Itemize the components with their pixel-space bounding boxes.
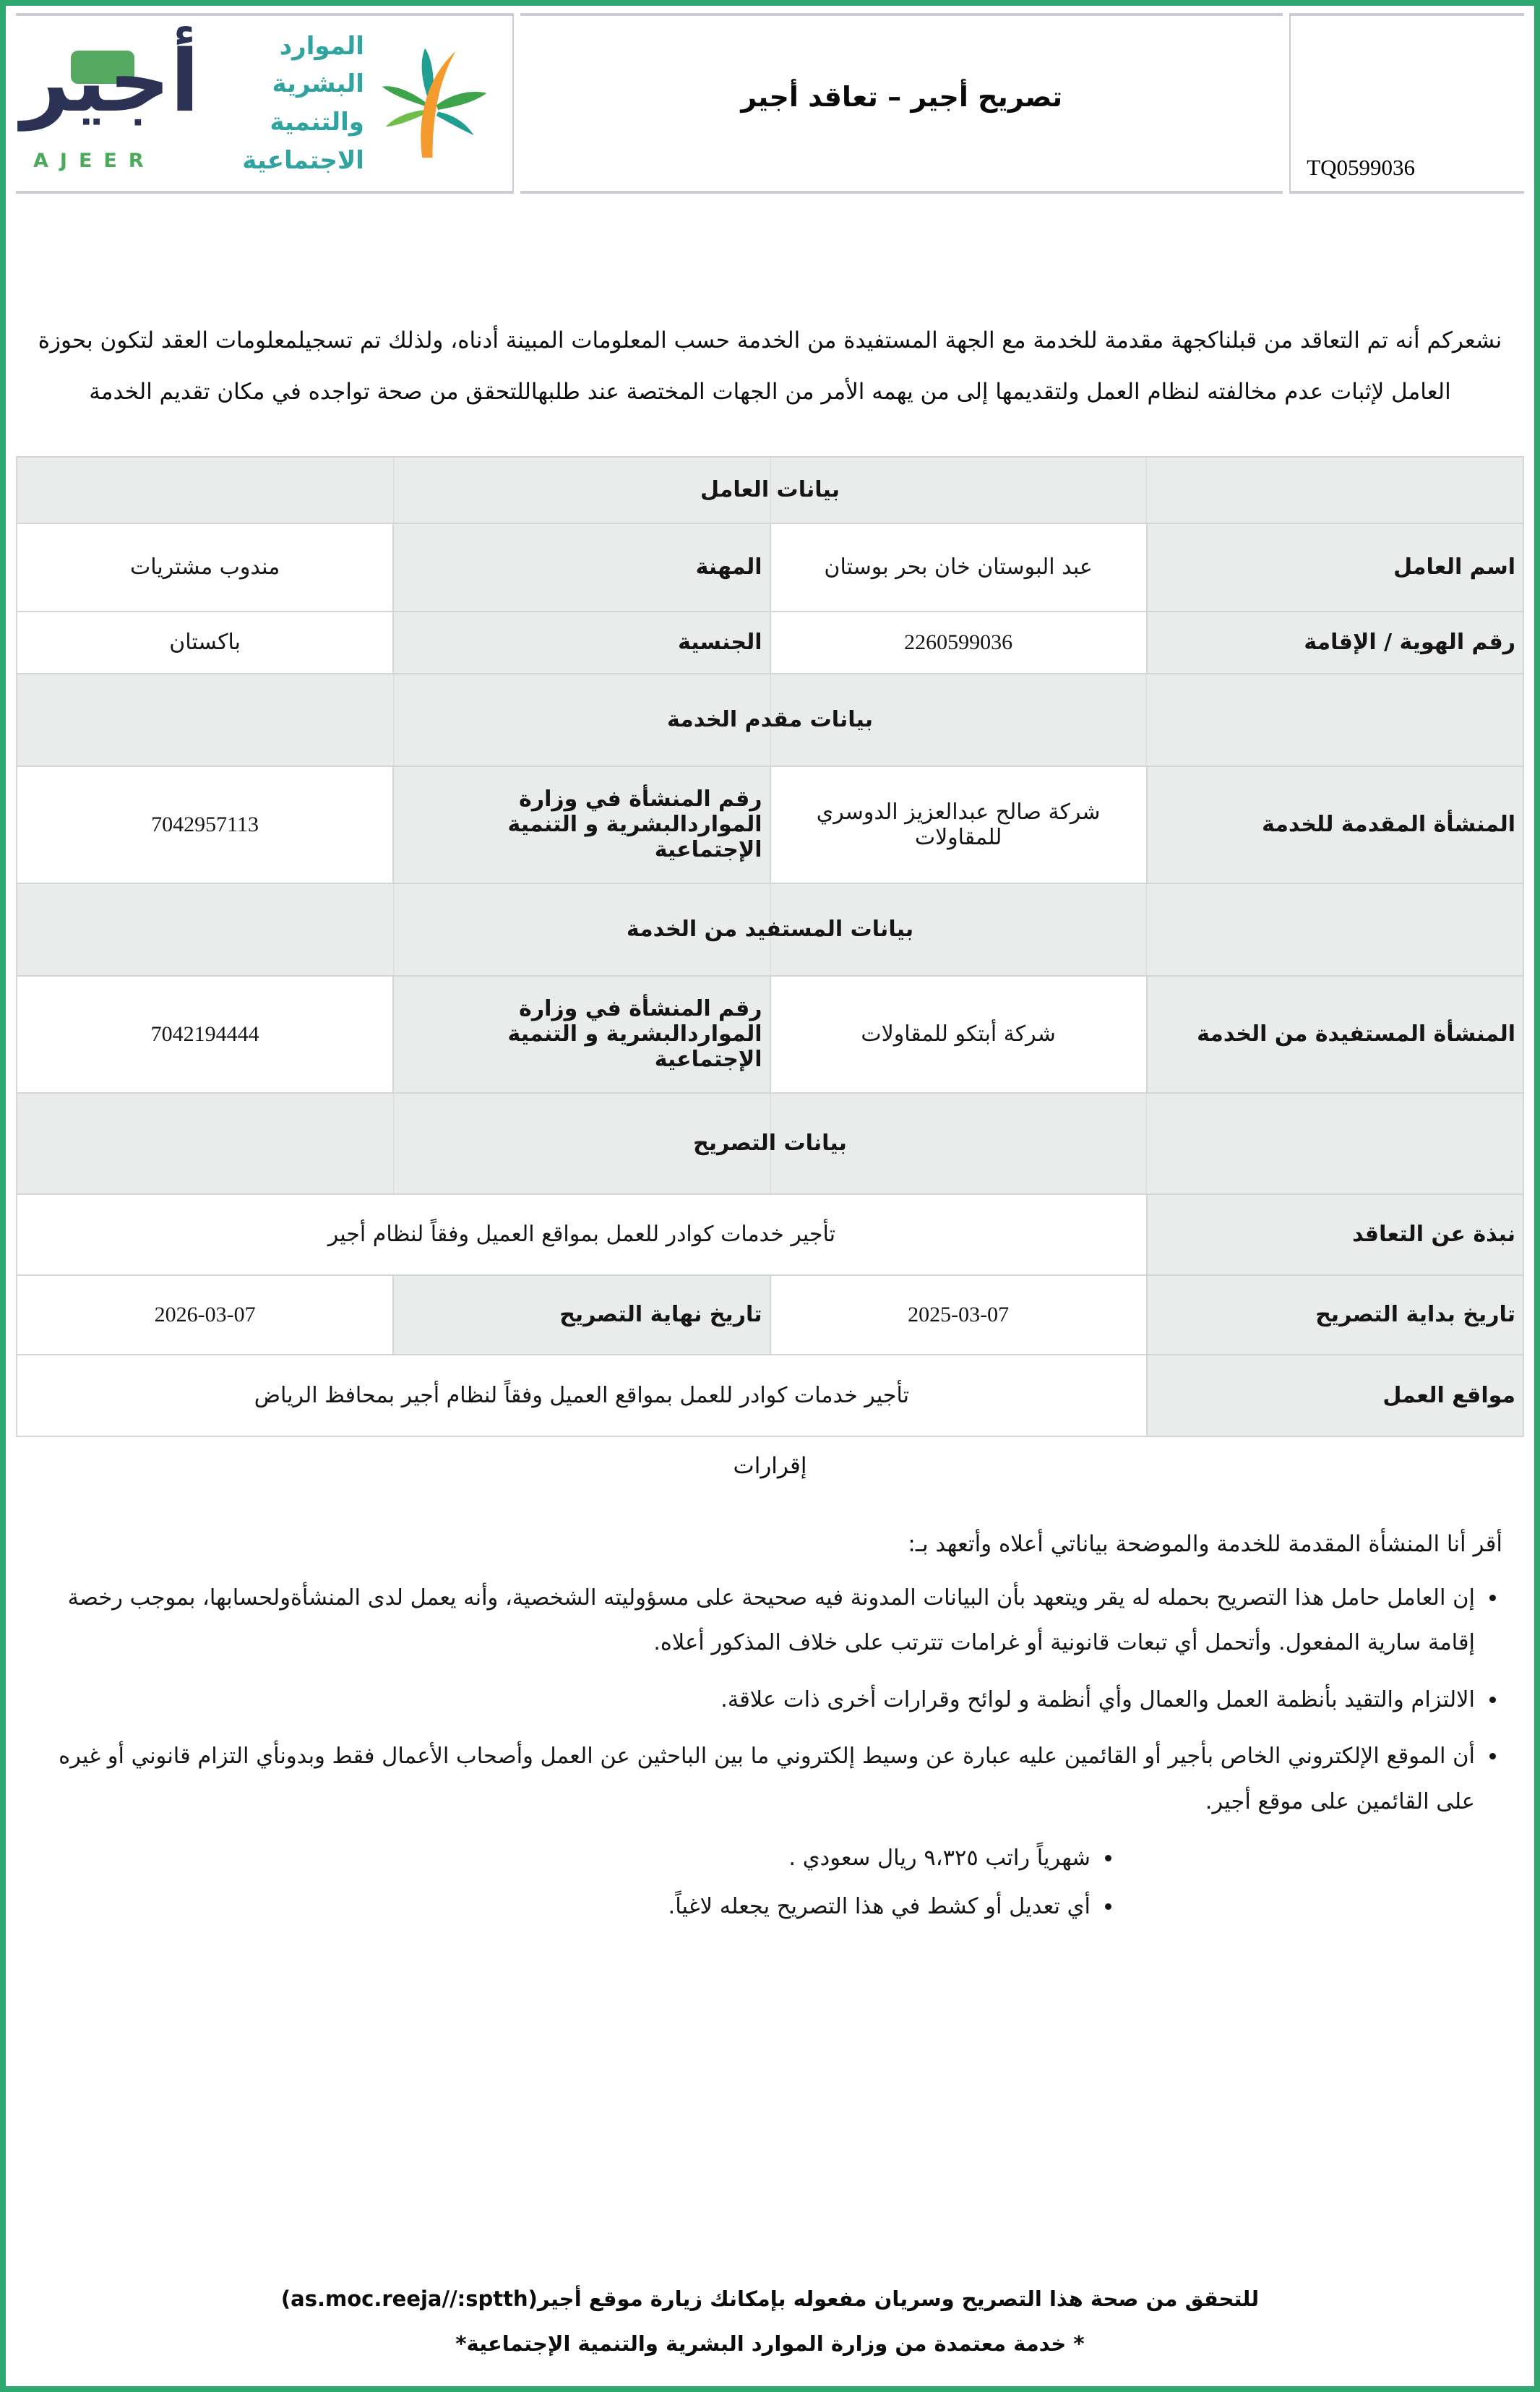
- worker-name-value: عبد البوستان خان بحر بوستان: [770, 523, 1147, 612]
- beneficiary-mol-number-label: رقم المنشأة في وزارة المواردالبشرية و التنمية الإجتماعية: [393, 976, 770, 1093]
- document-footer: [6, 2286, 1534, 2356]
- ministry-name-line2: والتنمية الاجتماعية: [242, 108, 364, 175]
- provider-section-title: بيانات مقدم الخدمة: [17, 674, 1523, 766]
- worker-id-row: [17, 612, 1523, 674]
- contract-brief-label: نبذة عن التعاقد: [1147, 1194, 1523, 1275]
- ministry-name: [199, 27, 364, 180]
- work-locations-row: [17, 1355, 1523, 1436]
- intro-paragraph: نشعركم أنه تم التعاقد من قبلناكجهة مقدمة للخدمة مع الجهة المستفيدة من الخدمة حسب المعلومات المبينة أدناه، ولذلك تم تسجيلمعلومات العقد لتكون بحوزة العامل لإثبات عدم مخالفته لنظام العمل ولتقديمها إلى من يهمه الأمر من الجهات المختصة عند طلبهاللتحقق من صحة تواجده في مكان تقديم الخدمة: [38, 327, 1502, 406]
- declaration-item: • أن الموقع الإلكتروني الخاص بأجير أو القائمين عليه عبارة عن وسيط إلكتروني ما بين الباحثين عن العمل وأصحاب الأعمال فقط وبدونأي التزام قانوني أو غيره على القائمين على موقع أجير.: [56, 1734, 1478, 1825]
- permit-section-row: [17, 1093, 1523, 1194]
- declaration-item: • الالتزام والتقيد بأنظمة العمل والعمال وأي أنظمة و لوائح وقرارات أخرى ذات علاقة.: [56, 1678, 1478, 1723]
- declarations-list: [56, 1576, 1478, 1825]
- logos-cell: [16, 13, 514, 194]
- provider-label: المنشأة المقدمة للخدمة: [1147, 766, 1523, 883]
- permit-dates-row: [17, 1275, 1523, 1355]
- declaration-sub-item: • أي تعديل أو كشط في هذا التصريح يجعله لاغياً.: [56, 1885, 1093, 1929]
- ministry-palm-icon: [380, 23, 492, 184]
- beneficiary-row: [17, 976, 1523, 1093]
- beneficiary-mol-number-value: 7042194444: [17, 976, 393, 1093]
- worker-section-title: بيانات العامل: [17, 457, 1523, 523]
- start-date-label: تاريخ بداية التصريح: [1147, 1275, 1523, 1355]
- ministry-logo: [199, 23, 492, 184]
- provider-mol-number-value: 7042957113: [17, 766, 393, 883]
- nationality-value: باكستان: [17, 612, 393, 674]
- provider-name-value: شركة صالح عبدالعزيز الدوسري للمقاولات: [770, 766, 1147, 883]
- worker-section-row: [17, 457, 1523, 523]
- profession-label: المهنة: [393, 523, 770, 612]
- declarations-intro: أقر أنا المنشأة المقدمة للخدمة والموضحة بياناتي أعلاه وأتعهد بـ:: [908, 1530, 1502, 1557]
- declaration-sub-item: • شهرياً راتب ٩،٣٢٥ ريال سعودي .: [56, 1836, 1093, 1880]
- declarations-sub-list: [56, 1836, 1093, 1929]
- provider-section-row: [17, 674, 1523, 766]
- ministry-name-line1: الموارد البشرية: [272, 31, 364, 99]
- approved-line: * خدمة معتمدة من وزارة الموارد البشرية والتنمية الإجتماعية*: [455, 2331, 1085, 2356]
- contract-brief-row: [17, 1194, 1523, 1275]
- end-date-label: تاريخ نهاية التصريح: [393, 1275, 770, 1355]
- permit-table: [16, 456, 1524, 1437]
- document-title: تصريح أجير – تعاقد أجير: [741, 81, 1063, 113]
- declarations-title: إقرارات: [733, 1452, 807, 1479]
- beneficiary-label: المنشأة المستفيدة من الخدمة: [1147, 976, 1523, 1093]
- start-date-value: 2025-03-07: [770, 1275, 1147, 1355]
- title-cell: [520, 13, 1283, 194]
- declaration-item: • إن العامل حامل هذا التصريح بحمله له يقر ويتعهد بأن البيانات المدونة فيه صحيحة على مسؤوليته الشخصية، وأنه يعمل لدى المنشأةولحسابها، بموجب رخصة إقامة سارية المفعول. وأتحمل أي تبعات قانونية أو غرامات تترتب على خلاف المذكور أعلاه.: [56, 1576, 1478, 1666]
- contract-brief-value: تأجير خدمات كوادر للعمل بمواقع العميل وفقاً لنظام أجير: [17, 1194, 1147, 1275]
- beneficiary-section-title: بيانات المستفيد من الخدمة: [17, 883, 1523, 976]
- beneficiary-section-row: [17, 883, 1523, 976]
- work-locations-label: مواقع العمل: [1147, 1355, 1523, 1436]
- beneficiary-name-value: شركة أبتكو للمقاولات: [770, 976, 1147, 1093]
- permit-number: TQ0599036: [1307, 155, 1416, 180]
- worker-name-label: اسم العامل: [1147, 523, 1523, 612]
- ajeer-logo-latin: AJEER: [33, 150, 155, 172]
- ajeer-logo: [20, 31, 199, 172]
- ajeer-logo-arabic: أجير: [20, 31, 199, 131]
- provider-row: [17, 766, 1523, 883]
- id-value: 2260599036: [770, 612, 1147, 674]
- permit-section-title: بيانات التصريح: [17, 1093, 1523, 1194]
- work-locations-value: تأجير خدمات كوادر للعمل بمواقع العميل وفقاً لنظام أجير بمحافظ الرياض: [17, 1355, 1147, 1436]
- document-header: [16, 13, 1524, 194]
- verify-line: للتحقق من صحة هذا التصريح وسريان مفعوله بإمكانك زيارة موقع أجير(as.moc.reeja//:sptth): [280, 2286, 1260, 2311]
- provider-mol-number-label: رقم المنشأة في وزارة المواردالبشرية و التنمية الإجتماعية: [393, 766, 770, 883]
- nationality-label: الجنسية: [393, 612, 770, 674]
- worker-name-row: [17, 523, 1523, 612]
- profession-value: مندوب مشتريات: [17, 523, 393, 612]
- end-date-value: 2026-03-07: [17, 1275, 393, 1355]
- permit-number-cell: [1289, 13, 1524, 194]
- id-label: رقم الهوية / الإقامة: [1147, 612, 1523, 674]
